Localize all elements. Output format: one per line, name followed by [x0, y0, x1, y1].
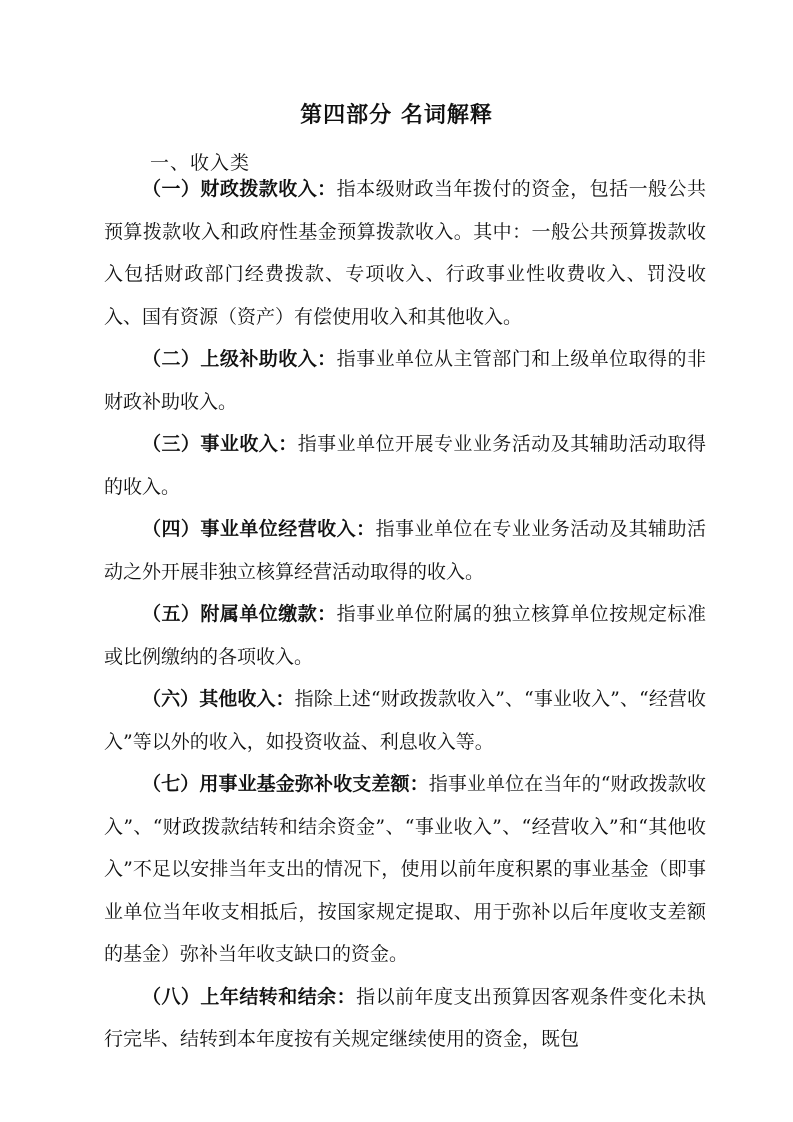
definition-text: 指以前年度支出预算因客观条件变化未执行完毕、结转到本年度按有关规定继续使用的资金，既包: [104, 985, 706, 1050]
definition-entry: [104, 168, 706, 338]
definition-entry: [104, 423, 706, 508]
definition-term: （三）事业收入：: [142, 433, 298, 455]
definition-text: 指事业单位在当年的“财政拨款收入”、“财政拨款结转和结余资金”、“事业收入”、“经营收入”和“其他收入”不足以安排当年支出的情况下，使用以前年度积累的事业基金（即事业单位当年收支相抵后，按国家规定提取、用于弥补以后年度收支差额的基金）弥补当年收支缺口的资金。: [104, 773, 706, 965]
definition-term: （五）附属单位缴款：: [142, 603, 337, 625]
definition-entry: [104, 338, 706, 423]
page-title: 第四部分 名词解释: [300, 103, 493, 128]
definition-text: 指事业单位从主管部门和上级单位取得的非财政补助收入。: [104, 348, 706, 413]
definition-text: 指除上述“财政拨款收入”、“事业收入”、“经营收入”等以外的收入，如投资收益、利息收入等。: [104, 688, 706, 753]
definition-list: [104, 168, 706, 1061]
section-heading: 一、收入类: [150, 152, 251, 174]
definition-entry: [104, 976, 706, 1061]
definition-entry: [104, 508, 706, 593]
definition-term: （八）上年结转和结余：: [142, 985, 357, 1008]
definition-text: 指事业单位附属的独立核算单位按规定标准或比例缴纳的各项收入。: [104, 603, 706, 668]
definition-entry: [104, 678, 706, 763]
definition-text: 指事业单位开展专业业务活动及其辅助活动取得的收入。: [104, 433, 706, 498]
definition-text: 指本级财政当年拨付的资金，包括一般公共预算拨款收入和政府性基金预算拨款收入。其中：一般公共预算拨款收入包括财政部门经费拨款、专项收入、行政事业性收费收入、罚没收入、国有资源（资产）有偿使用收入和其他收入。: [104, 178, 706, 328]
definition-term: （七）用事业基金弥补收支差额：: [142, 773, 429, 795]
definition-term: （一）财政拨款收入：: [142, 178, 337, 200]
definition-term: （二）上级补助收入：: [142, 348, 337, 370]
definition-term: （四）事业单位经营收入：: [142, 518, 376, 540]
definition-entry: [104, 763, 706, 976]
definition-entry: [104, 593, 706, 678]
definition-text: 指事业单位在专业业务活动及其辅助活动之外开展非独立核算经营活动取得的收入。: [104, 518, 706, 583]
definition-term: （六）其他收入：: [142, 688, 295, 710]
